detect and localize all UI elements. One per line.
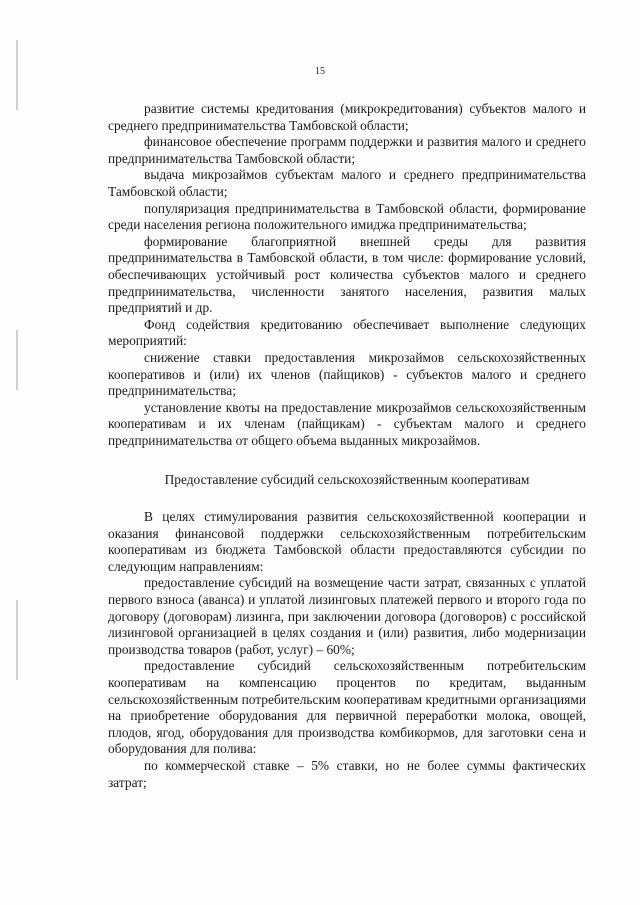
paragraph: по коммерческой ставке – 5% ставки, но не более суммы фактических затрат; [108,757,586,790]
paragraph: популяризация предпринимательства в Тамбовской области, формирование среди населения региона положительного имиджа предпринимательства; [108,200,586,233]
scan-edge-mark [16,600,18,680]
paragraph: развитие системы кредитования (микрокредитования) субъектов малого и среднего предпринимательства Тамбовской области; [108,101,586,133]
paragraph: снижение ставки предоставления микрозаймов сельскохозяйственных кооперативов и (или) их членов (пайщиков) - субъектов малого и среднего предпринимательства; [108,349,586,399]
paragraph: предоставление субсидий сельскохозяйственным потребительским кооперативам на компенсацию процентов по кредитам, выданным сельскохозяйственным потребительским кооперативам кредитными организациями на приобретение оборудования для первичной переработки молока, овощей, плодов, ягод, оборудования для производства комбикормов, для заготовки сена и оборудования для полива: [108,658,586,757]
paragraph: финансовое обеспечение программ поддержки и развития малого и среднего предпринимательства Тамбовской области; [108,134,586,166]
paragraph: В целях стимулирования развития сельскохозяйственной кооперации и оказания финансовой поддержки сельскохозяйственным потребительским кооперативам из бюджета Тамбовской области предоставляются субсидии по следующим направлениям: [108,509,586,574]
paragraph: формирование благоприятной внешней среды для развития предпринимательства в Тамбовской области, в том числе: формирование условий, обеспечивающих устойчивый рост количества субъектов малого и среднего предпринимательства, численности занятого населения, развития малых предприятий и др. [108,233,586,316]
paragraph: Фонд содействия кредитованию обеспечивает выполнение следующих мероприятий: [108,316,586,349]
scan-edge-mark [16,330,18,390]
page-number: 15 [315,66,325,77]
section-heading: Предоставление субсидий сельскохозяйственным кооперативам [164,472,530,488]
document-body [108,101,586,791]
paragraph: выдача микрозаймов субъектам малого и среднего предпринимательства Тамбовской области; [108,167,586,199]
paragraph: установление квоты на предоставление микрозаймов сельскохозяйственным кооперативам и их членам (пайщикам) - субъектам малого и среднего предпринимательства от общего объема выданных микрозаймов. [108,399,586,448]
paragraph: предоставление субсидий на возмещение части затрат, связанных с уплатой первого взноса (аванса) и уплатой лизинговых платежей первого и второго года по договору (договорам) лизинга, при заключении договора (договоров) с российской лизинговой организацией в целях создания и (или) развития, либо модернизации производства товаров (работ, услуг) – 60%; [108,575,586,657]
